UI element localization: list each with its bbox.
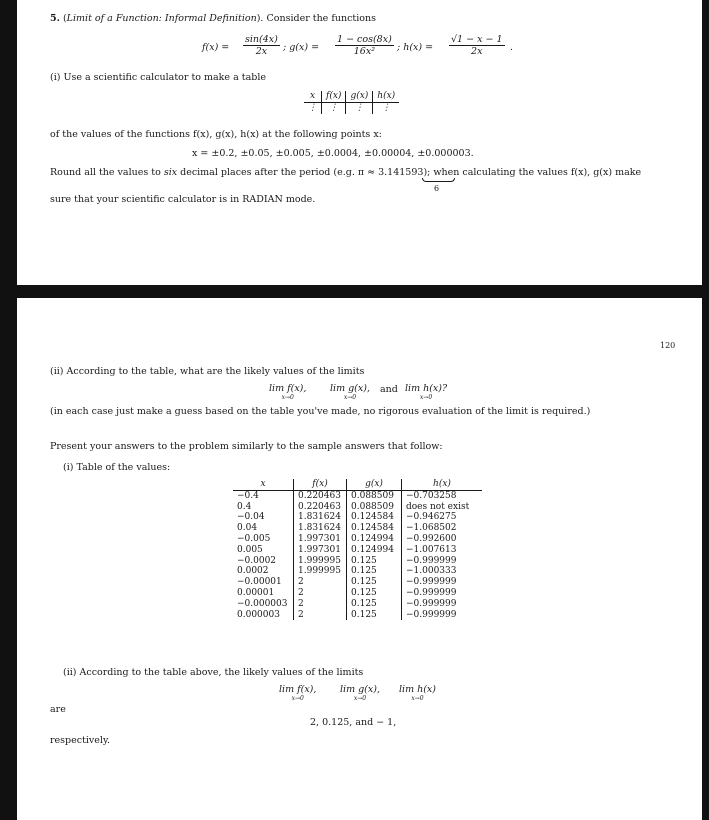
part-i-intro: (i) Use a scientific calculator to make a table [50, 72, 266, 83]
table-template: x f(x) g(x) h(x) ⋮ ⋮ ⋮ ⋮ [304, 91, 399, 114]
table-row: 0.04 1.831624 0.124584 −1.068502 [233, 523, 482, 534]
table-row: 0.000003 2 0.125 −0.999999 [233, 610, 482, 621]
answer-limit-f: lim f(x), x→0 [279, 684, 317, 702]
rounding-instruction: Round all the values to six decimal places after the period (e.g. π ≈ 3.141593); when calculating the values f(x), g(x) make [50, 167, 642, 178]
table-row: −0.04 1.831624 0.124584 −0.946275 [233, 512, 482, 523]
g-fraction: $\frac{1 - \cos(8x)}{\text{16x²}}$ [337, 34, 392, 57]
table-row: 0.005 1.997301 0.124994 −1.007613 [233, 545, 482, 556]
answer-values: 2, 0.125, and − 1, [310, 717, 397, 728]
brace-label: 6 [434, 184, 440, 193]
f-fraction: $\frac{\sin(4x)}{2x}$ [245, 34, 278, 57]
page-bottom [17, 298, 702, 820]
radian-note: sure that your scientific calculator is in RADIAN mode. [50, 194, 316, 205]
answer-limit-g: lim g(x), x→0 [340, 684, 380, 702]
are-label: are [50, 704, 66, 715]
g-label: ; g(x) = [283, 42, 320, 53]
table-row: 0.0002 1.999995 0.125 −1.000333 [233, 566, 482, 577]
table-row: −0.000003 2 0.125 −0.999999 [233, 599, 482, 610]
guess-note: (in each case just make a guess based on the table you've made, no rigorous evaluation of the limit is required.) [50, 406, 591, 417]
present-instruction: Present your answers to the problem similarly to the sample answers that follow: [50, 441, 443, 452]
limit-and: and [380, 384, 398, 395]
table-row: −0.0002 1.999995 0.125 −0.999999 [233, 556, 482, 567]
respectively-label: respectively. [50, 735, 111, 746]
limit-f: lim f(x), x→0 [269, 383, 307, 401]
table-row: 0.4 0.220463 0.088509 does not exist [233, 502, 482, 513]
problem-number: 5. [50, 13, 60, 24]
answer-intro: (ii) According to the table above, the likely values of the limits [63, 667, 364, 678]
table-row: −0.005 1.997301 0.124994 −0.992600 [233, 534, 482, 545]
part-ii-question: (ii) According to the table, what are the likely values of the limits [50, 366, 365, 377]
table-row: 0.00001 2 0.125 −0.999999 [233, 588, 482, 599]
h-label: ; h(x) = [397, 42, 434, 53]
problem-heading: 5. (Limit of a Function: Informal Definition). Consider the functions [50, 13, 376, 24]
limit-g: lim g(x), x→0 [330, 383, 370, 401]
f-label: f(x) = [202, 42, 230, 53]
table-label: (i) Table of the values: [63, 462, 171, 473]
h-fraction: $\frac{√1 - x - 1}{2x}$ [451, 34, 503, 57]
answer-limit-h: lim h(x) x→0 [399, 684, 436, 702]
values-table-header: x f(x) g(x) h(x) [233, 479, 482, 490]
points-list: x = ±0.2, ±0.05, ±0.005, ±0.0004, ±0.00004, ±0.000003. [192, 148, 474, 159]
problem-title: Limit of a Function: Informal Definition [66, 13, 257, 24]
rounded-digits: 141593 [387, 167, 424, 178]
h-end: . [510, 42, 514, 53]
page-number: 120 [660, 341, 676, 350]
limit-h: lim h(x)? x→0 [405, 383, 448, 401]
table-row: −0.4 0.220463 0.088509 −0.703258 [233, 490, 482, 501]
page-top [17, 0, 702, 285]
part-i-line1: of the values of the functions f(x), g(x), h(x) at the following points x: [50, 129, 382, 140]
table-row: −0.00001 2 0.125 −0.999999 [233, 577, 482, 588]
digits-brace [422, 178, 455, 182]
values-table [233, 479, 482, 620]
